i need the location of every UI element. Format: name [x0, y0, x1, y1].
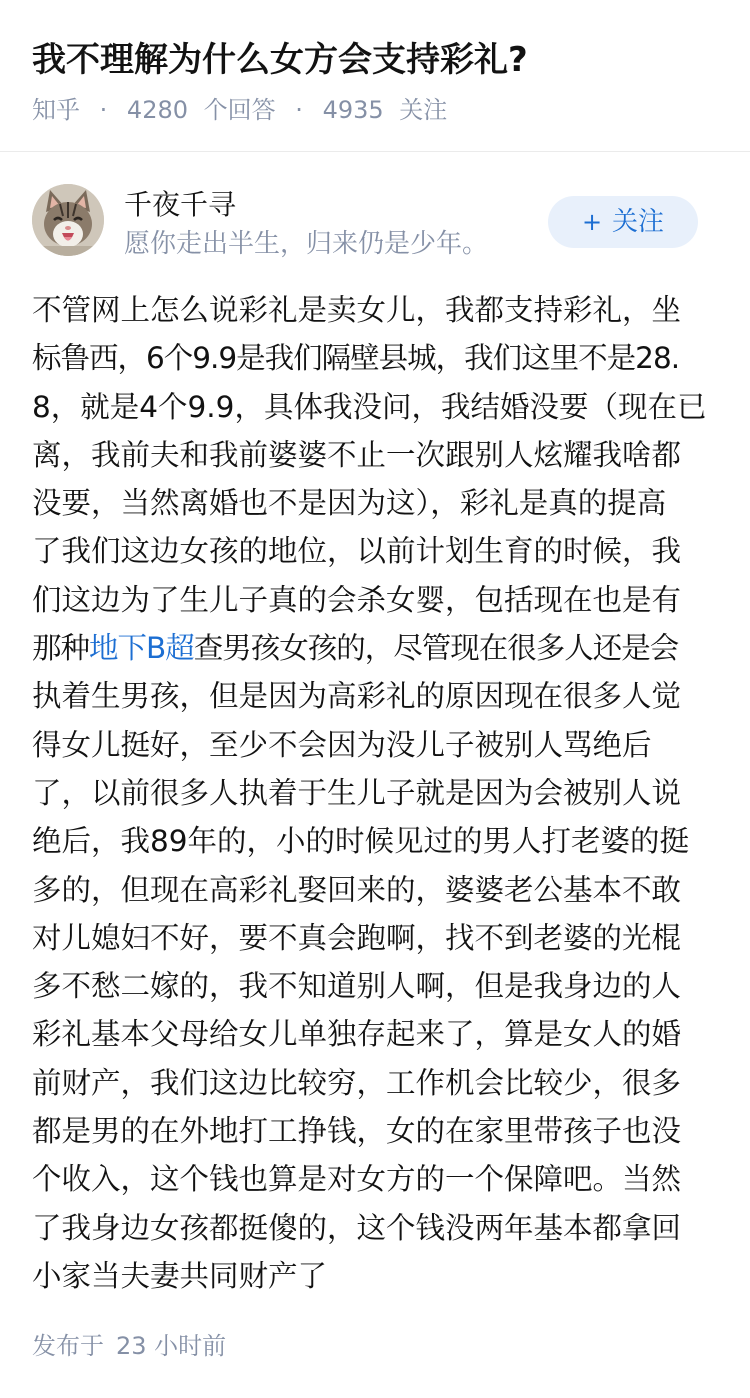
answer-line: 小家当夫妻共同财产了 — [32, 1258, 328, 1293]
answer-line: 了我身边女孩都挺傻的，这个钱没两年基本都拿回 — [32, 1210, 682, 1245]
answer-line: 执着生男孩，但是因为高彩礼的原因现在很多人觉 — [32, 679, 682, 714]
answer-content — [32, 286, 718, 1300]
answer-line: 前财产，我们这边比较穷，工作机会比较少，很多 — [32, 1065, 682, 1100]
answer-line: 多的，但现在高彩礼娶回来的，婆婆老公基本不敢 — [32, 872, 682, 907]
published-time: 23 小时前 — [116, 1332, 227, 1360]
source-label[interactable]: 知乎 — [32, 96, 80, 124]
search-link-underground-ultrasound[interactable]: 地下B超 — [89, 631, 194, 666]
question-header — [0, 0, 750, 152]
answer-line: 8，就是4个9.9，具体我没问，我结婚没要（现在已 — [32, 389, 707, 424]
answer-line: 多不愁二嫁的，我不知道别人啊，但是我身边的人 — [32, 969, 682, 1004]
answer-line: 离，我前夫和我前婆婆不止一次跟别人炫耀我啥都 — [32, 437, 682, 472]
author-bio: 愿你走出半生，归来仍是少年。 — [124, 229, 489, 259]
author-name[interactable]: 千夜千寻 — [124, 188, 237, 221]
author-info — [0, 182, 750, 262]
follower-count: 4935 — [322, 96, 384, 124]
follow-button[interactable] — [548, 196, 698, 248]
avatar[interactable] — [32, 184, 104, 256]
answer-count: 4280 — [126, 96, 188, 124]
answer-line: 不管网上怎么说彩礼是卖女儿，我都支持彩礼，坐 — [32, 293, 682, 327]
meta-separator: · — [99, 96, 108, 124]
question-meta — [32, 92, 447, 128]
answer-line: 彩礼基本父母给女儿单独存起来了，算是女人的婚 — [32, 1017, 682, 1052]
answer-line: 没要，当然离婚也不是因为这），彩礼是真的提高 — [32, 486, 667, 521]
answer-line: 得女儿挺好，至少不会因为没儿子被别人骂绝后 — [32, 727, 652, 762]
follower-count-label: 关注 — [399, 96, 448, 124]
answer-text: 那种 — [32, 631, 90, 666]
meta-separator: · — [295, 96, 303, 124]
answer-line: 标鲁西，6个9.9是我们隔壁县城，我们这里不是28. — [32, 341, 680, 376]
answer-line: 了，以前很多人执着于生儿子就是因为会被别人说 — [32, 775, 682, 810]
answer-text: 查男孩女孩的，尽管现在很多人还是会 — [193, 631, 679, 666]
plus-icon: + — [581, 208, 603, 236]
answer-line: 了我们这边女孩的地位，以前计划生育的时候，我 — [32, 534, 682, 569]
publish-info — [32, 1328, 226, 1364]
answer-line: 们这边为了生儿子真的会杀女婴，包括现在也是有 — [32, 582, 682, 617]
answer-line: 绝后，我89年的，小的时候见过的男人打老婆的挺 — [32, 824, 690, 859]
answer-line: 都是男的在外地打工挣钱，女的在家里带孩子也没 — [32, 1114, 682, 1149]
follow-button-label: 关注 — [612, 207, 665, 237]
answer-count-label: 个回答 — [203, 96, 276, 124]
answer-line: 个收入，这个钱也算是对女方的一个保障吧。当然 — [32, 1162, 682, 1197]
answer-line — [32, 624, 718, 672]
answer-line: 对儿媳妇不好，要不真会跑啊，找不到老婆的光棍 — [32, 920, 682, 955]
question-title[interactable]: 我不理解为什么女方会支持彩礼? — [32, 40, 528, 80]
published-label: 发布于 — [32, 1332, 104, 1360]
kitten-avatar-icon — [32, 184, 104, 256]
